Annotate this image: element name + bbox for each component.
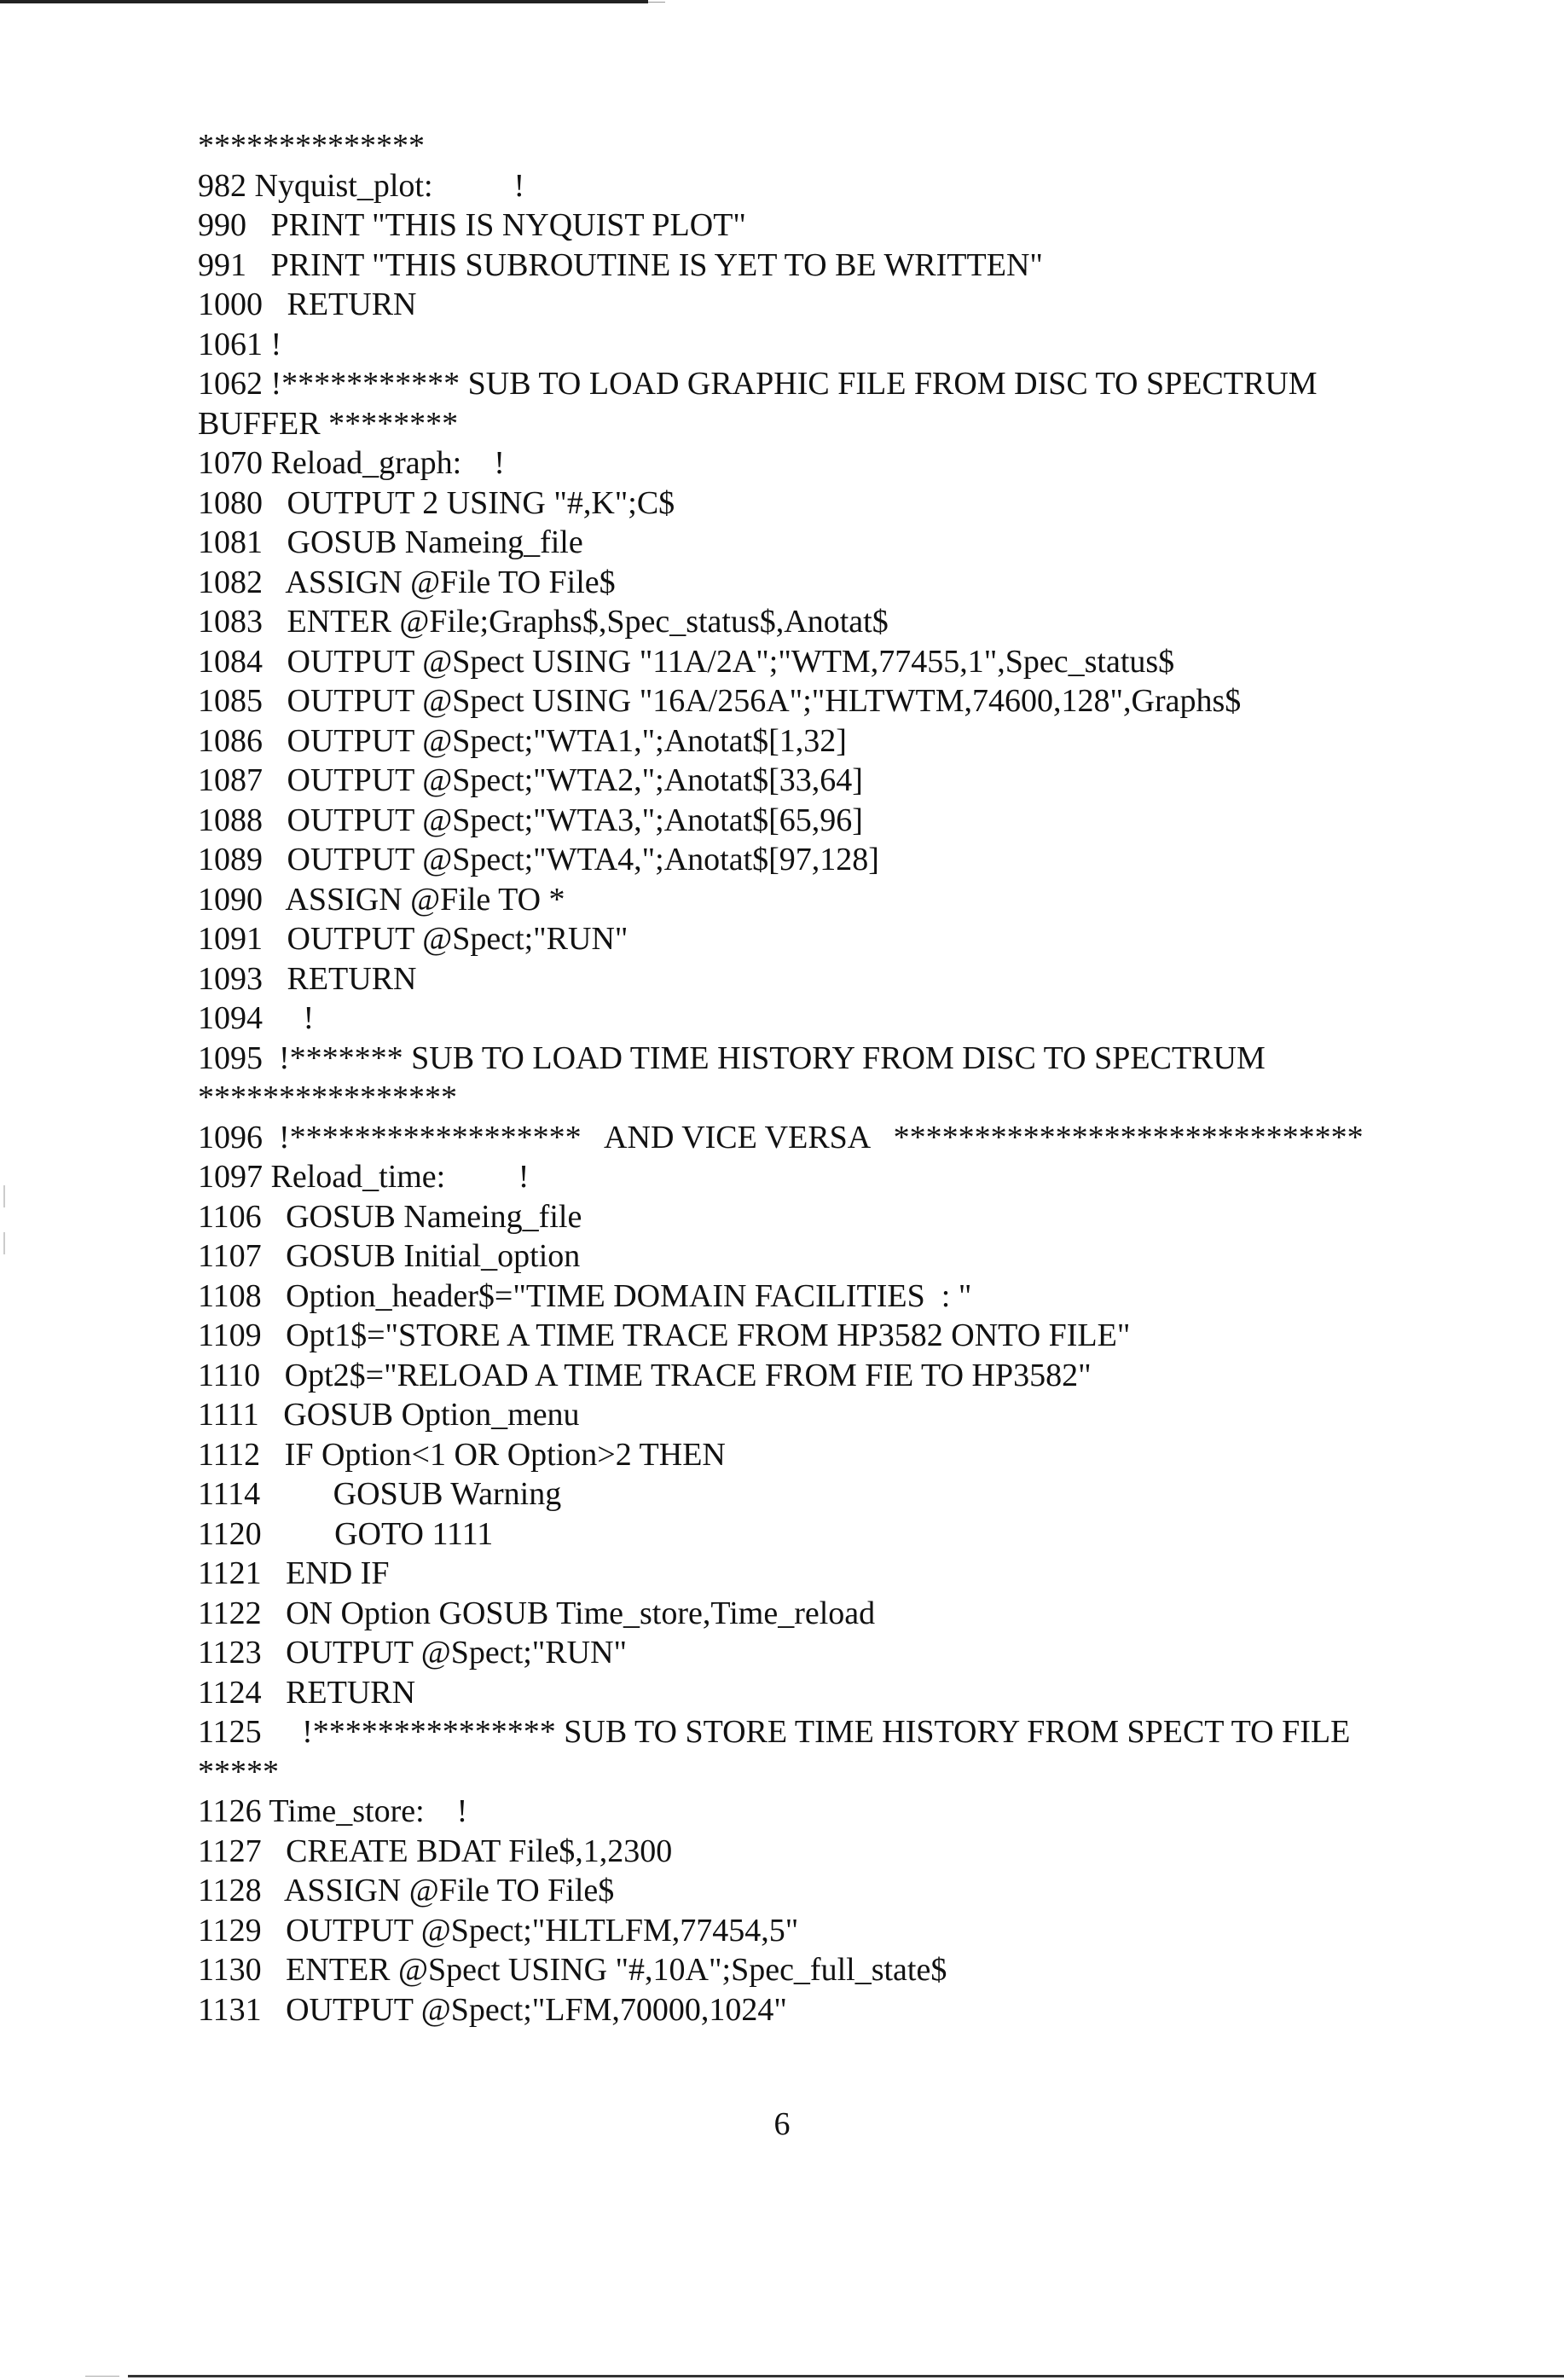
code-line: 1110 Opt2$="RELOAD A TIME TRACE FROM FIE TO HP3582" xyxy=(198,1357,1092,1393)
code-line: 1070 Reload_graph: ! xyxy=(198,445,505,481)
code-line: 982 Nyquist_plot: ! xyxy=(198,167,525,204)
code-line: 1086 OUTPUT @Spect;"WTA1,";Anotat$[1,32] xyxy=(198,722,847,759)
code-line: 1083 ENTER @File;Graphs$,Spec_status$,Anotat$ xyxy=(198,604,889,640)
code-line: 1131 OUTPUT @Spect;"LFM,70000,1024" xyxy=(198,1991,787,2028)
code-line: 1106 GOSUB Nameing_file xyxy=(198,1198,582,1235)
scan-bottom-edge-fragment xyxy=(85,2376,119,2377)
code-line: 1130 ENTER @Spect USING "#,10A";Spec_full_state$ xyxy=(198,1952,947,1988)
code-line: 1120 GOTO 1111 xyxy=(198,1515,494,1552)
code-line: 1123 OUTPUT @Spect;"RUN" xyxy=(198,1635,628,1671)
code-line: 1107 GOSUB Initial_option xyxy=(198,1238,581,1274)
code-line: 1108 Option_header$="TIME DOMAIN FACILITIES : " xyxy=(198,1277,972,1314)
code-line: 1094 ! xyxy=(198,1000,315,1036)
scan-margin-mark xyxy=(3,1232,5,1254)
code-line: 1114 GOSUB Warning xyxy=(198,1476,562,1512)
code-line: BUFFER ******** xyxy=(198,405,459,442)
code-line: 1112 IF Option<1 OR Option>2 THEN xyxy=(198,1436,726,1473)
code-line: 1090 ASSIGN @File TO * xyxy=(198,881,565,918)
code-line: 1125 !*************** SUB TO STORE TIME HISTORY FROM SPECT TO FILE xyxy=(198,1714,1351,1750)
scan-margin-mark xyxy=(3,1185,5,1207)
scan-top-edge-fragment xyxy=(648,2,665,3)
code-line: 1109 Opt1$="STORE A TIME TRACE FROM HP3582 ONTO FILE" xyxy=(198,1317,1131,1353)
scan-top-edge-line xyxy=(0,0,648,3)
code-line: 1095 !******* SUB TO LOAD TIME HISTORY FROM DISC TO SPECTRUM xyxy=(198,1039,1266,1076)
code-line: **************** xyxy=(198,1080,457,1115)
page-number: 6 xyxy=(773,2106,791,2142)
code-line: 1111 GOSUB Option_menu xyxy=(198,1397,580,1433)
basic-program-listing xyxy=(198,126,1494,2030)
code-line: 990 PRINT "THIS IS NYQUIST PLOT" xyxy=(198,207,746,243)
code-line: 1085 OUTPUT @Spect USING "16A/256A";"HLTWTM,74600,128",Graphs$ xyxy=(198,683,1242,719)
code-line: 1128 ASSIGN @File TO File$ xyxy=(198,1873,615,1908)
code-line: 1093 RETURN xyxy=(198,960,417,997)
code-line: 1127 CREATE BDAT File$,1,2300 xyxy=(198,1833,673,1869)
code-line: 1087 OUTPUT @Spect;"WTA2,";Anotat$[33,64] xyxy=(198,762,863,798)
code-line: 1091 OUTPUT @Spect;"RUN" xyxy=(198,921,628,957)
code-line: 1062 !*********** SUB TO LOAD GRAPHIC FILE FROM DISC TO SPECTRUM xyxy=(198,366,1318,402)
code-line: 1088 OUTPUT @Spect;"WTA3,";Anotat$[65,96] xyxy=(198,802,863,838)
code-line: 1080 OUTPUT 2 USING "#,K";C$ xyxy=(198,484,675,521)
code-line: 1081 GOSUB Nameing_file xyxy=(198,524,583,560)
code-line: 1124 RETURN xyxy=(198,1674,416,1711)
code-line: 1096 !****************** AND VICE VERSA ***************************** xyxy=(198,1119,1364,1155)
code-line: 1126 Time_store: ! xyxy=(198,1793,468,1829)
code-line: 1089 OUTPUT @Spect;"WTA4,";Anotat$[97,128] xyxy=(198,842,879,877)
code-line: 1061 ! xyxy=(198,326,282,362)
code-line: 1097 Reload_time: ! xyxy=(198,1159,530,1195)
code-line: 1000 RETURN xyxy=(198,287,417,322)
code-line: 1122 ON Option GOSUB Time_store,Time_reload xyxy=(198,1595,876,1631)
scan-bottom-edge-line xyxy=(128,2375,1564,2377)
code-line: 1084 OUTPUT @Spect USING "11A/2A";"WTM,77455,1",Spec_status$ xyxy=(198,643,1175,680)
code-line: 1121 END IF xyxy=(198,1555,390,1591)
code-line: 1129 OUTPUT @Spect;"HLTLFM,77454,5" xyxy=(198,1912,799,1949)
code-line: ************** xyxy=(198,128,425,164)
code-line: ***** xyxy=(198,1753,279,1790)
code-line: 991 PRINT "THIS SUBROUTINE IS YET TO BE WRITTEN" xyxy=(198,246,1043,283)
code-line: 1082 ASSIGN @File TO File$ xyxy=(198,564,616,600)
